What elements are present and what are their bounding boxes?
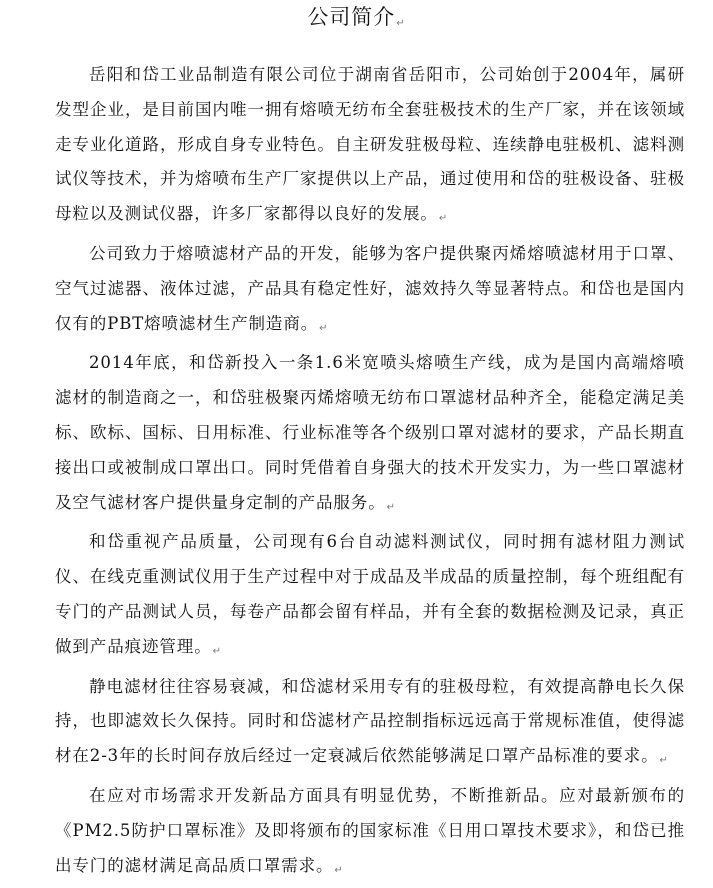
paragraph-text: 在应对市场需求开发新品方面具有明显优势，不断推新品。应对最新颁布的《PM2.5防护口罩标准》及即将颁布的国家标准《日用口罩技术要求》，和岱已推出专门的滤材满足高品质口罩需求。 — [55, 785, 685, 875]
paragraph-text: 2014年底，和岱新投入一条1.6米宽喷头熔喷生产线，成为是国内高端熔喷滤材的制造商之一，和岱驻极聚丙烯熔喷无纺布口罩滤材品种齐全，能稳定满足美标、欧标、国标、日用标准、行业标准等各个级别口罩对滤材的要求，产品长期直接出口或被制成口罩出口。同时凭借着自身强大的技术开发实力，为一些口罩滤材及空气滤材客户提供量身定制的产品服务。 — [55, 353, 685, 512]
paragraph-text: 公司致力于熔喷滤材产品的开发，能够为客户提供聚丙烯熔喷滤材用于口罩、空气过滤器、液体过滤，产品具有稳定性好，滤效持久等显著特点。和岱也是国内仅有的PBT熔喷滤材生产制造商。 — [55, 243, 685, 333]
paragraph-mark-icon: ↵ — [438, 213, 449, 225]
page-title — [0, 2, 713, 39]
title-text: 公司简介 — [307, 5, 396, 29]
paragraph-mark-icon: ↵ — [319, 322, 329, 334]
paragraph — [55, 670, 685, 779]
paragraph — [55, 346, 685, 525]
paragraph — [55, 58, 685, 237]
paragraph-mark-icon: ↵ — [659, 755, 669, 767]
paragraph-mark-icon: ↵ — [334, 864, 344, 876]
paragraph — [55, 525, 685, 669]
paragraph-mark-icon: ↵ — [396, 18, 406, 29]
paragraph-text: 和岱重视产品质量，公司现有6台自动滤料测试仪，同时拥有滤材阻力测试仪、在线克重测试仪用于生产过程中对于成品及半成品的质量控制，每个班组配有专门的产品测试人员，每卷产品都会留有样品，并有全套的数据检测及记录，真正做到产品痕迹管理。 — [55, 532, 685, 656]
paragraph — [55, 779, 685, 888]
paragraph — [55, 237, 685, 346]
paragraph-mark-icon: ↵ — [386, 501, 396, 513]
paragraph-mark-icon: ↵ — [212, 645, 222, 657]
paragraph-text: 岳阳和岱工业品制造有限公司位于湖南省岳阳市，公司始创于2004年，属研发型企业，是目前国内唯一拥有熔喷无纺布全套驻极技术的生产厂家，并在该领域走专业化道路，形成自身专业特色。自主研发驻极母粒、连续静电驻极机、滤料测试仪等技术，并为熔喷布生产厂家提供以上产品，通过使用和岱的驻极设备、驻极母粒以及测试仪器，许多厂家都得以良好的发展。 — [55, 65, 685, 224]
paragraph-text: 静电滤材往往容易衰减，和岱滤材采用专有的驻极母粒，有效提高静电长久保持，也即滤效长久保持。同时和岱滤材产品控制指标远远高于常规标准值，使得滤材在2-3年的长时间存放后经过一定衰减后依然能够满足口罩产品标准的要求。 — [55, 676, 685, 766]
document-body — [55, 58, 685, 888]
